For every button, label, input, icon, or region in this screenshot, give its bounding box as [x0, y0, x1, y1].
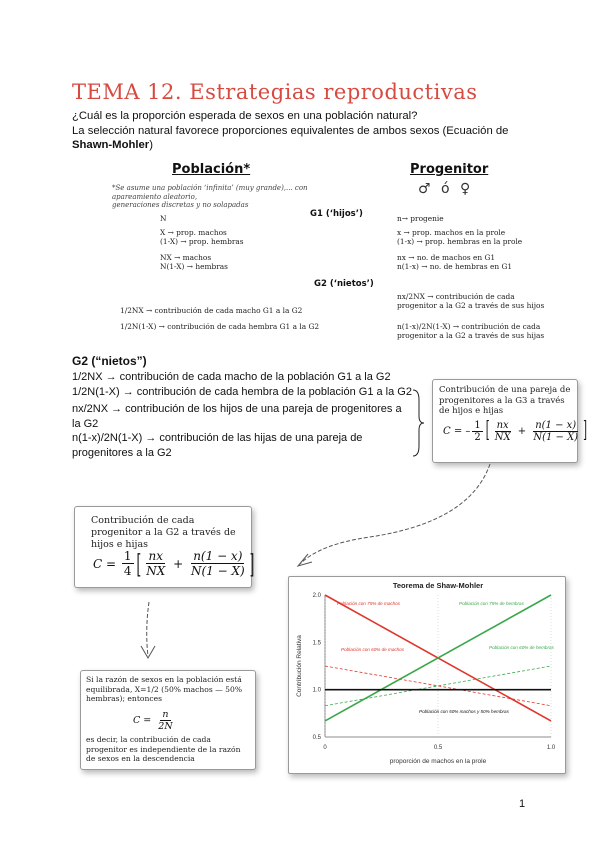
right-g2-sons-1: nx/2NX → contribución de cada	[397, 292, 515, 301]
shaw-mohler-chart	[288, 576, 566, 774]
ratio-box	[80, 670, 256, 770]
right-g1-n: n→ progenie	[397, 214, 444, 223]
page-title: TEMA 12. Estrategias reproductivas	[72, 80, 478, 104]
chart-annotation: Población con 60% de machos	[341, 647, 405, 652]
x-tick-label: 0.5	[433, 745, 443, 751]
g2-line-1: 1/2NX → contribución de cada macho de la población G1 a la G2	[72, 371, 391, 383]
left-g1-1x: (1-X) → prop. hembras	[160, 237, 244, 246]
right-g1-x: x → prop. machos en la prole	[397, 228, 506, 237]
right-g1-1x: (1-x) → prop. hembras en la prole	[397, 237, 523, 246]
each-progenitor-box	[74, 506, 255, 588]
population-note	[112, 184, 327, 210]
page-number: 1	[519, 798, 526, 810]
pair-equation: C = – $\frac{1}{2}$ [ $\frac{nx}{NX}$ + $\frac{n(1 - x)}{N(1 - X)}$ ]	[443, 419, 587, 444]
right-g2-daughters-2: progenitor a la G2 a través de sus hijas	[397, 331, 545, 340]
intro-text	[72, 109, 542, 153]
ratio-text-b: es decir, la contribución de cada progenitor es independiente de la razón de sexos en la descendencia	[86, 735, 241, 764]
left-g1-nx: NX → machos	[160, 253, 212, 262]
chart-svg	[289, 577, 567, 775]
g2-heading: G2 (“nietos”)	[72, 354, 147, 368]
intro-question: ¿Cuál es la proporción esperada de sexos en una población natural?	[72, 110, 418, 122]
g2-lines-group-2	[72, 402, 412, 460]
left-g1-n: N	[160, 214, 167, 223]
intro-close: )	[149, 139, 153, 151]
each-equation: C = $\frac{1}{4}$ [ $\frac{nx}{NX}$ + $\frac{n(1 - x)}{N(1 - X)}$ ]	[93, 548, 255, 579]
right-g2-sons-2: progenitor a la G2 a través de sus hijos	[397, 301, 545, 310]
g2-lines-group-1	[72, 370, 412, 399]
progenitor-header: Progenitor	[410, 162, 489, 177]
down-arrow-icon	[136, 600, 160, 662]
note-line-1: *Se asume una población ‘infinita’ (muy grande),... con apareamiento aleatorio,	[112, 184, 308, 201]
intro-statement	[72, 124, 542, 153]
chart-annotation: Población con 60% de hembras	[489, 645, 554, 650]
chart-title: Teorema de Shaw-Mohler	[392, 581, 484, 590]
left-g2-male: 1/2NX → contribución de cada macho G1 a la G2	[120, 306, 303, 315]
x-tick-label: 1.0	[546, 745, 556, 751]
right-g1-n1x: n(1-x) → no. de hembras en G1	[397, 262, 513, 271]
brace-icon	[410, 388, 426, 458]
x-axis-label: proporción de machos en la prole	[389, 758, 487, 765]
left-g1-n1x: N(1-X) → hembras	[160, 262, 228, 271]
g2-line-3: nx/2NX → contribución de los hijos de una pareja de progenitores a la G2	[72, 403, 402, 430]
each-box-title: Contribución de cada progenitor a la G2 a través de hijos e hijas	[91, 515, 236, 550]
y-tick-label: 2.0	[312, 593, 321, 599]
chart-annotation: Población con 50% machos y 50% hembras	[419, 709, 509, 714]
right-g1-nx: nx → no. de machos en G1	[397, 253, 496, 262]
ratio-text-a: Si la razón de sexos en la población está equilibrada, X=1/2 (50% machos — 50% hembras); entonces	[86, 675, 243, 704]
left-g2-female: 1/2N(1-X) → contribución de cada hembra G1 a la G2	[120, 322, 320, 331]
x-tick-label: 0	[323, 745, 327, 751]
y-axis-label: Contribución Relativa	[296, 635, 303, 697]
intro-statement-text: La selección natural favorece proporciones equivalentes de ambos sexos (Ecuación de	[72, 124, 509, 137]
progenitor-symbols: ♂ ó ♀	[418, 181, 474, 197]
equation-name: Shawn-Mohler	[72, 139, 150, 151]
chart-annotation: Población con 75% de hembras	[459, 601, 524, 606]
pair-contribution-box	[432, 379, 587, 463]
g2-line-4: n(1-x)/2N(1-X) → contribución de las hijas de una pareja de progenitores a la G2	[72, 432, 363, 459]
ratio-equation: C = $\frac{n}{2N}$	[133, 709, 173, 732]
curved-arrow-icon	[290, 462, 500, 572]
poblacion-header: Población*	[172, 162, 251, 177]
g2-line-2: 1/2N(1-X) → contribución de cada hembra de la población G1 a la G2	[72, 385, 412, 398]
y-tick-label: 0.5	[312, 735, 321, 741]
chart-annotation: Población con 75% de machos	[337, 601, 401, 606]
g1-label: G1 (‘hijos’)	[310, 209, 363, 219]
right-g2-daughters-1: n(1-x)/2N(1-X) → contribución de cada	[397, 322, 541, 331]
y-tick-label: 1.5	[312, 640, 321, 647]
note-line-2: generaciones discretas y no solapadas	[112, 201, 249, 209]
pair-box-title: Contribución de una pareja de progenitores a la G3 a través de hijos e hijas	[439, 385, 571, 416]
y-tick-label: 1.0	[312, 687, 321, 694]
left-g1-x: X → prop. machos	[160, 228, 227, 237]
g2-label: G2 (‘nietos’)	[314, 279, 374, 289]
